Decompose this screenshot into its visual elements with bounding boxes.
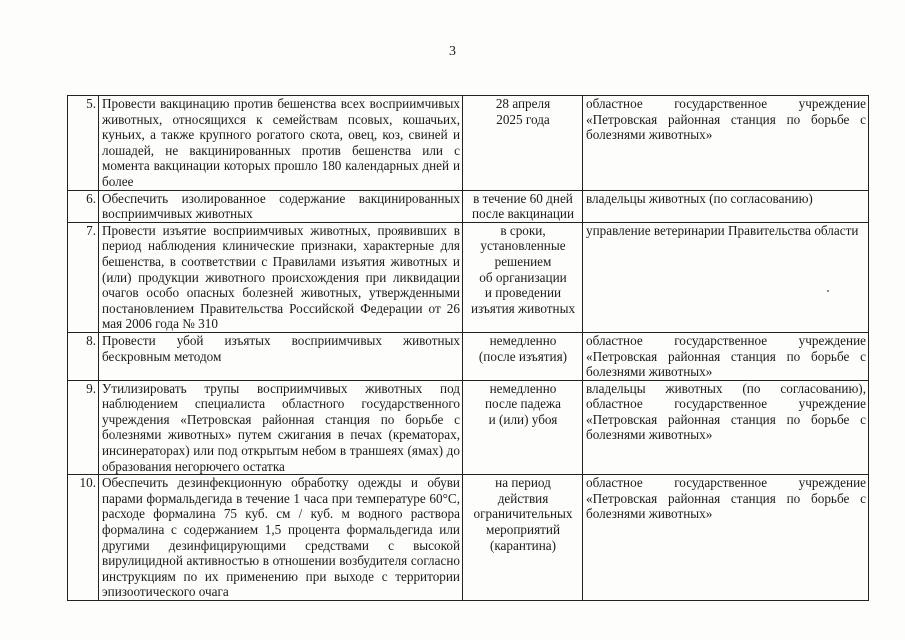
- row-action: Обеспечить изолированное содержание вакцинированных восприимчивых животных: [99, 190, 463, 222]
- row-action: Обеспечить дезинфекционную обработку одежды и обуви парами формальдегида в течение 1 часа при температуре 60°С, расходе формалина 75 куб. см / куб. м водного раствора формалина с содержанием 1,5 процента формальдегида или другими дезинфицирующими средствами с высокой вирулицидной активностью в отношении возбудителя согласно инструкциям по их применению при выходе с территории эпизоотического очага: [99, 475, 463, 601]
- row-action: Утилизировать трупы восприимчивых животных под наблюдением специалиста областного государственного учреждения «Петровская районная станция по борьбе с болезнями животных» путем сжигания в печах (крематорах, инсинераторах) или под открытым небом в траншеях (ямах) до образования негорючего остатка: [99, 380, 463, 475]
- row-number: 9.: [68, 380, 99, 475]
- table-row: [68, 332, 869, 380]
- row-term: в течение 60 дней после вакцинации: [463, 190, 583, 222]
- row-number: 7.: [68, 222, 99, 332]
- row-action: Провести вакцинацию против бешенства всех восприимчивых животных, относящихся к семействам псовых, кошачьих, куньих, а также крупного рогатого скота, овец, коз, свиней и лошадей, не вакцинированных против бешенства или с момента вакцинации которых прошло 180 календарных дней и более: [99, 96, 463, 191]
- row-action: Провести изъятие восприимчивых животных, проявивших в период наблюдения клинические признаки, характерные для бешенства, в соответствии с Правилами изъятия животных и (или) продукции животного происхождения при ликвидации очагов особо опасных болезней животных, утвержденными постановлением Правительства Российской Федерации от 26 мая 2006 года № 310: [99, 222, 463, 332]
- row-responsible: областное государственное учреждение «Петровская районная станция по борьбе с болезнями животных»: [583, 332, 869, 380]
- row-number: 10.: [68, 475, 99, 601]
- row-number: 6.: [68, 190, 99, 222]
- scan-speck: [827, 290, 829, 292]
- row-term: немедленно после падежа и (или) убоя: [463, 380, 583, 475]
- row-responsible: областное государственное учреждение «Петровская районная станция по борьбе с болезнями животных»: [583, 475, 869, 601]
- row-number: 8.: [68, 332, 99, 380]
- row-term: на период действия ограничительных мероприятий (карантина): [463, 475, 583, 601]
- row-responsible: областное государственное учреждение «Петровская районная станция по борьбе с болезнями животных»: [583, 96, 869, 191]
- row-term: немедленно (после изъятия): [463, 332, 583, 380]
- table-row: [68, 380, 869, 475]
- measures-table: [67, 95, 869, 601]
- row-term: 28 апреля 2025 года: [463, 96, 583, 191]
- row-responsible: управление ветеринарии Правительства области: [583, 222, 869, 332]
- table-row: [68, 190, 869, 222]
- row-number: 5.: [68, 96, 99, 191]
- page-number: 3: [449, 44, 456, 59]
- row-term: в сроки, установленные решением об организации и проведении изъятия животных: [463, 222, 583, 332]
- row-action: Провести убой изъятых восприимчивых животных бескровным методом: [99, 332, 463, 380]
- table-row: [68, 96, 869, 191]
- row-responsible: владельцы животных (по согласованию): [583, 190, 869, 222]
- table-row: [68, 222, 869, 332]
- row-responsible: владельцы животных (по согласованию), областное государственное учреждение «Петровская районная станция по борьбе с болезнями животных»: [583, 380, 869, 475]
- table-row: [68, 475, 869, 601]
